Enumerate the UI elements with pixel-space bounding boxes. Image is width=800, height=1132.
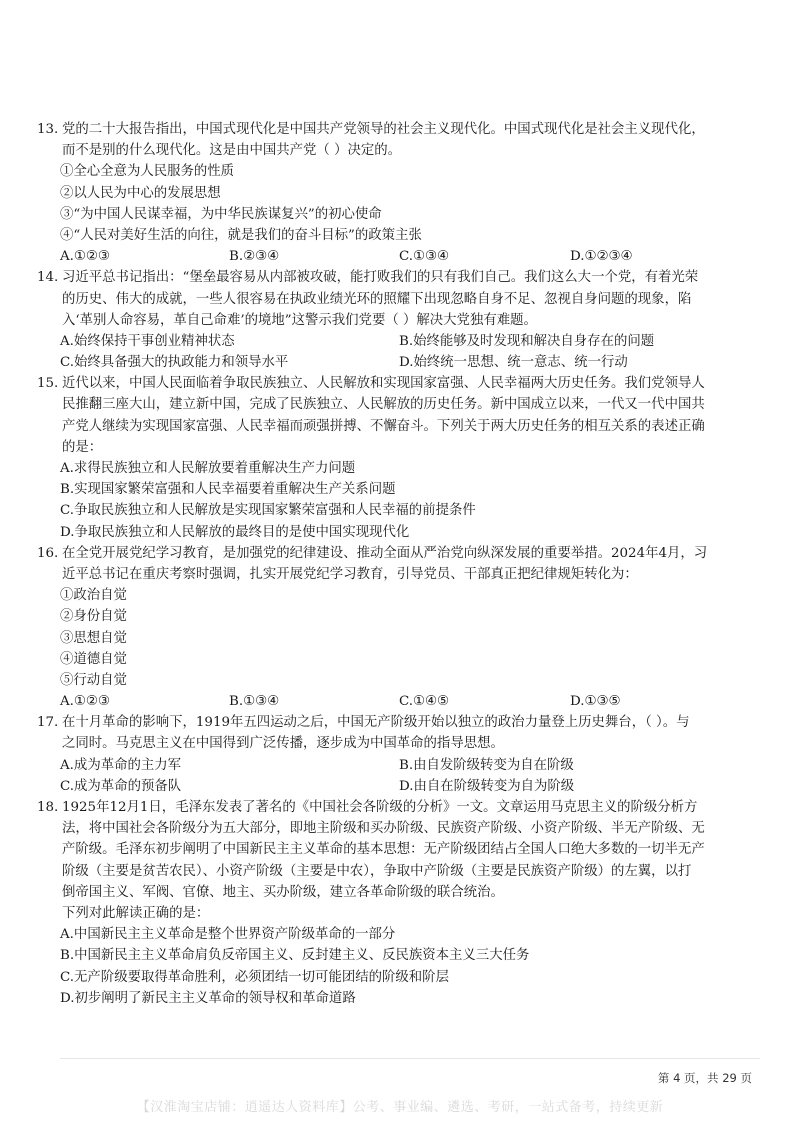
question-stem-line: 的历史、伟大的成就，一些人很容易在执政业绩光环的照耀下出现忽略自身不足、忽视自身问题的现象，陷: [62, 291, 692, 307]
choice-d[interactable]: D.由自在阶级转变为自为阶级: [399, 778, 575, 794]
question-stem-line: 之同时。马克思主义在中国得到广泛传播，逐步成为中国革命的指导思想。: [62, 736, 504, 752]
question-stem-line: 产阶级。毛泽东初步阐明了中国新民主主义革命的基本思想：无产阶级团结占全国人口绝大多数的一切半无产: [62, 842, 705, 858]
statement: ②身份自觉: [60, 609, 127, 625]
choice-c[interactable]: C.成为革命的预备队: [60, 778, 182, 794]
question-17: [0, 712, 800, 797]
statement: ②以人民为中心的发展思想: [60, 185, 221, 201]
choice-a[interactable]: A.①②③: [60, 694, 110, 710]
question-number: 17.: [37, 715, 59, 731]
choice-c[interactable]: C.无产阶级要取得革命胜利，必须团结一切可能团结的阶级和阶层: [60, 969, 449, 985]
statement: ④“人民对美好生活的向往，就是我们的奋斗目标”的政策主张: [60, 227, 422, 243]
question-number: 13.: [37, 122, 59, 137]
question-number: 16.: [37, 545, 59, 561]
question-stem-line: 倒帝国主义、军阀、官僚、地主、买办阶级，建立各革命阶级的联合统治。: [62, 884, 504, 900]
question-number: 14.: [37, 270, 59, 286]
choice-d[interactable]: D.始终统一思想、统一意志、统一行动: [399, 355, 628, 371]
statement: ③“为中国人民谋幸福，为中华民族谋复兴”的初心使命: [60, 206, 382, 222]
choice-b[interactable]: B.始终能够及时发现和解决自身存在的问题: [399, 333, 655, 349]
question-18: [0, 797, 800, 1009]
choice-b[interactable]: B.由自发阶级转变为自在阶级: [399, 757, 574, 773]
question-stem-line: 1925年12月1日，毛泽东发表了著名的《中国社会各阶级的分析》一文。文章运用马克思主义的阶级分析方: [62, 800, 698, 815]
question-stem-line: 在十月革命的影响下，1919年五四运动之后，中国无产阶级开始以独立的政治力量登上历史舞台，（ ）。与: [62, 715, 690, 731]
statement: ③思想自觉: [60, 630, 127, 646]
statement: ①政治自觉: [60, 588, 127, 604]
choice-row: [0, 776, 800, 797]
statement: ④道德自觉: [60, 651, 127, 667]
choice-row: [0, 246, 800, 267]
choice-d[interactable]: D.①③⑤: [570, 694, 621, 710]
question-stem-line: 阶级（主要是贫苦农民）、小资产阶级（主要是中农），争取中产阶级（主要是民族资产阶级）的左翼，以打: [62, 863, 692, 879]
footer-divider: [60, 1058, 760, 1059]
choice-row: [0, 331, 800, 352]
question-15: [0, 373, 800, 543]
choice-a[interactable]: A.始终保持干事创业精神状态: [60, 333, 235, 349]
question-stem-line: 党的二十大报告指出，中国式现代化是中国共产党领导的社会主义现代化。中国式现代化是社会主义现代化，: [62, 122, 705, 137]
choice-a[interactable]: A.成为革命的主力军: [60, 757, 182, 773]
question-stem-line: 民推翻三座大山，建立新中国，完成了民族独立、人民解放的历史任务。新中国成立以来，一代又一代中国共: [62, 397, 705, 413]
question-number: 18.: [37, 800, 59, 815]
choice-c[interactable]: C.①④⑤: [399, 694, 450, 710]
question-stem-line: 下列对此解读正确的是：: [62, 905, 210, 921]
question-list: [0, 119, 800, 1009]
choice-b[interactable]: B.①③④: [229, 694, 280, 710]
statement: ⑤行动自觉: [60, 672, 127, 688]
question-stem-line: 习近平总书记指出：“堡垒最容易从内部被攻破，能打败我们的只有我们自己。我们这么大一个党，有着光荣: [62, 270, 699, 286]
choice-b[interactable]: B.实现国家繁荣富强和人民幸福要着重解决生产关系问题: [60, 482, 396, 498]
question-stem-line: 近代以来，中国人民面临着争取民族独立、人民解放和实现国家富强、人民幸福两大历史任务。我们党领导人: [62, 376, 705, 392]
choice-a[interactable]: A.①②③: [60, 249, 110, 265]
choice-row: [0, 755, 800, 776]
watermark-text: 【汉淮淘宝店铺：逍遥达人资料库】公考、事业编、遴选、考研，一站式备考，持续更新: [136, 1100, 664, 1115]
choice-b[interactable]: B.中国新民主主义革命肩负反帝国主义、反封建主义、反民族资本主义三大任务: [60, 948, 530, 964]
choice-row: [0, 691, 800, 712]
page-number: 第 4 页，共 29 页: [657, 1071, 752, 1085]
question-number: 15.: [37, 376, 59, 392]
choice-row: [0, 352, 800, 373]
choice-c[interactable]: C.争取民族独立和人民解放是实现国家繁荣富强和人民幸福的前提条件: [60, 503, 476, 519]
question-stem-line: 的是：: [62, 439, 103, 455]
question-14: [0, 267, 800, 373]
question-16: [0, 543, 800, 713]
choice-d[interactable]: D.争取民族独立和人民解放的最终目的是使中国实现现代化: [60, 524, 410, 540]
choice-a[interactable]: A.求得民族独立和人民解放要着重解决生产力问题: [60, 461, 356, 476]
question-stem-line: 近平总书记在重庆考察时强调，扎实开展党纪学习教育，引导党员、干部真正把纪律规矩转化为：: [62, 566, 638, 582]
statement: ①全心全意为人民服务的性质: [60, 164, 235, 180]
question-stem-line: 产党人继续为实现国家富强、人民幸福而顽强拼搏、不懈奋斗。下列关于两大历史任务的相互关系的表述正确: [62, 418, 705, 434]
question-stem-line: 而不是别的什么现代化。这是由中国共产党（ ）决定的。: [62, 143, 402, 159]
question-stem-line: 入‘革别人命容易，革自己命难’的境地”这警示我们党要（ ）解决大党独有难题。: [62, 312, 537, 328]
choice-a[interactable]: A.中国新民主主义革命是整个世界资产阶级革命的一部分: [60, 927, 396, 943]
choice-c[interactable]: C.①③④: [399, 249, 450, 265]
choice-c[interactable]: C.始终具备强大的执政能力和领导水平: [60, 355, 289, 371]
choice-d[interactable]: D.①②③④: [570, 249, 633, 265]
question-13: [0, 119, 800, 267]
question-stem-line: 法，将中国社会各阶级分为五大部分，即地主阶级和买办阶级、民族资产阶级、小资产阶级、半无产阶级、无: [62, 821, 705, 837]
choice-d[interactable]: D.初步阐明了新民主主义革命的领导权和革命道路: [60, 990, 356, 1006]
choice-b[interactable]: B.②③④: [229, 249, 280, 265]
question-stem-line: 在全党开展党纪学习教育，是加强党的纪律建设、推动全面从严治党向纵深发展的重要举措。2024年4月，习: [62, 545, 708, 561]
